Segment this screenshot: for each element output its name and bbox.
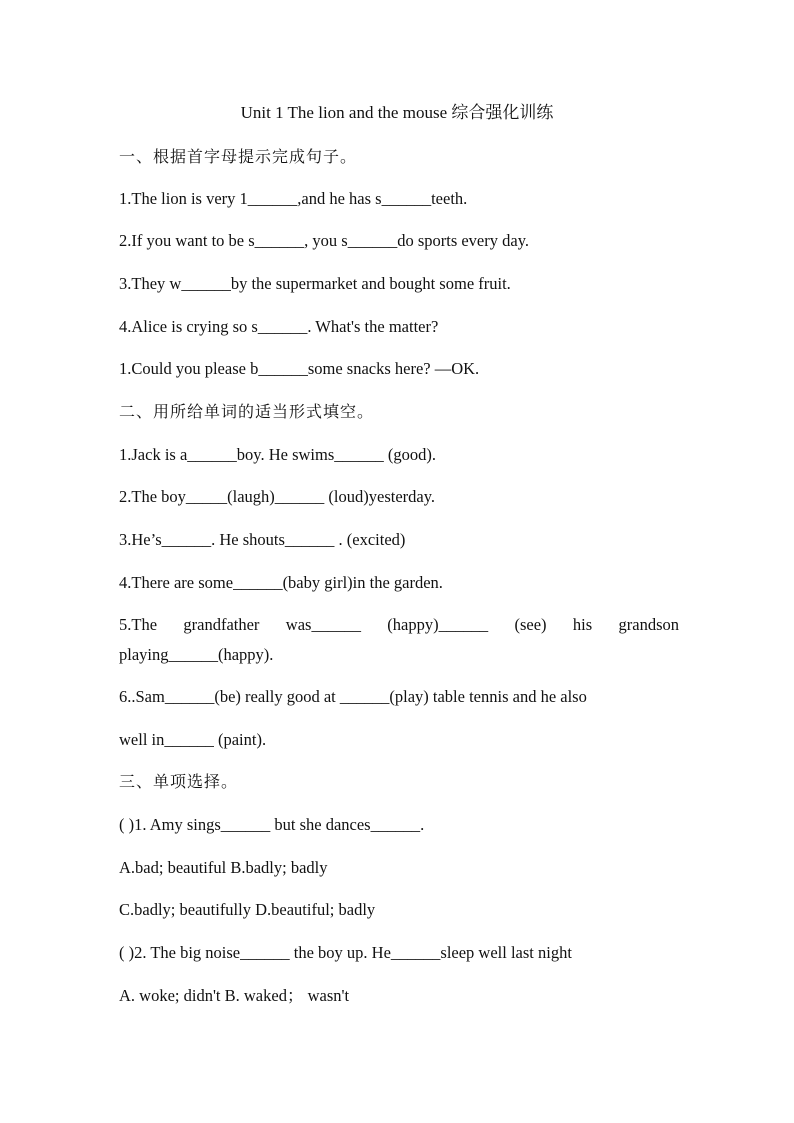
question-line: 3.He’s______. He shouts______ . (excited) — [119, 530, 406, 549]
page-title: Unit 1 The lion and the mouse 综合强化训练 — [240, 103, 554, 122]
question-line: 1.The lion is very 1______,and he has s______teeth. — [119, 189, 468, 208]
question-line: 2.The boy_____(laugh)______ (loud)yesterday. — [119, 487, 436, 506]
question-line: 5.The grandfather was______ (happy)______ (see) his grandson — [119, 615, 679, 634]
question-line: 3.They w______by the supermarket and bought some fruit. — [119, 274, 511, 293]
question-line: 4.Alice is crying so s______. What's the matter? — [119, 317, 439, 336]
question-line: ( )2. The big noise______ the boy up. He______sleep well last night — [119, 943, 572, 962]
section-heading-2: 二、用所给单词的适当形式填空。 — [119, 402, 375, 421]
question-line: 1.Jack is a______boy. He swims______ (good). — [119, 445, 436, 464]
question-line: 2.If you want to be s______, you s______do sports every day. — [119, 231, 530, 250]
question-line: 4.There are some______(baby girl)in the garden. — [119, 573, 443, 592]
question-line: ( )1. Amy sings______ but she dances______. — [119, 815, 425, 834]
section-heading-1: 一、根据首字母提示完成句子。 — [119, 147, 358, 166]
answer-options-line: C.badly; beautifully D.beautiful; badly — [119, 900, 376, 919]
answer-options-line: A.bad; beautiful B.badly; badly — [119, 858, 328, 877]
question-line: 6..Sam______(be) really good at ______(play) table tennis and he also — [119, 687, 587, 706]
question-line-continued: playing______(happy). — [119, 645, 274, 664]
section-heading-3: 三、单项选择。 — [119, 772, 239, 791]
answer-options-line: A. woke; didn't B. waked； wasn't — [119, 986, 350, 1005]
question-line-continued: well in______ (paint). — [119, 730, 267, 749]
question-line: 1.Could you please b______some snacks here? —OK. — [119, 359, 480, 378]
